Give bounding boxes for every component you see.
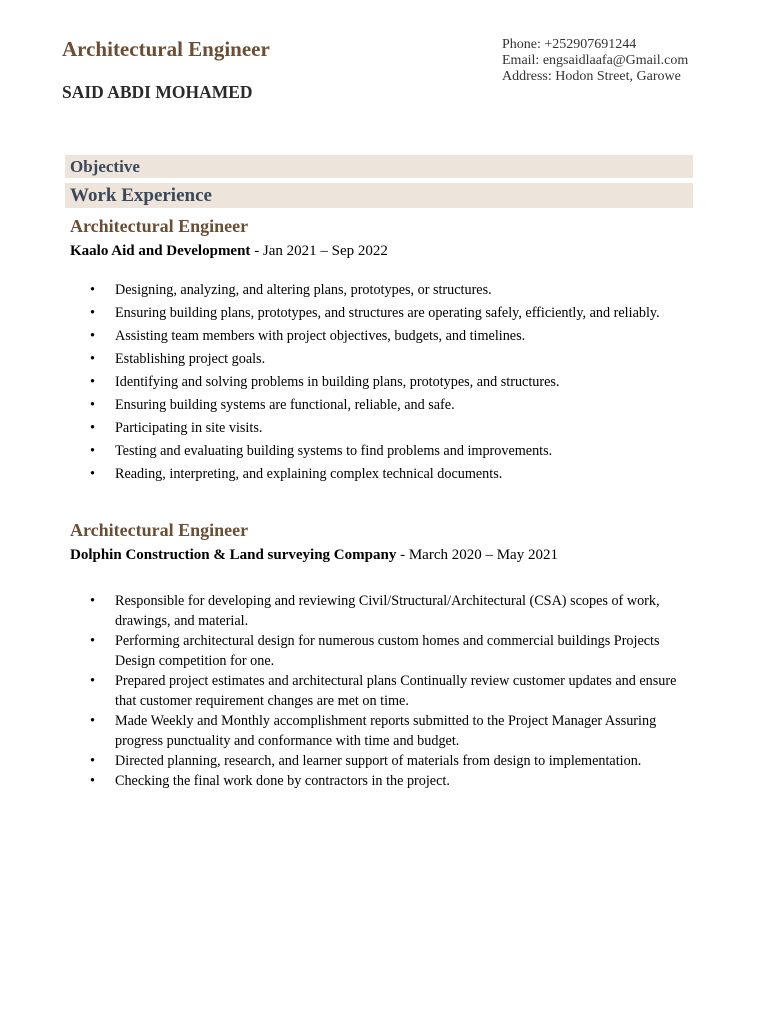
bullet-icon: • xyxy=(90,328,95,344)
section-heading-work-experience: Work Experience xyxy=(65,183,693,208)
bullet-icon: • xyxy=(90,397,95,413)
bullet-icon: • xyxy=(90,593,95,609)
duty-text: Reading, interpreting, and explaining complex technical documents. xyxy=(115,466,503,482)
bullet-icon: • xyxy=(90,673,95,689)
bullet-icon: • xyxy=(90,753,95,769)
duty-text: Participating in site visits. xyxy=(115,420,263,436)
candidate-name: SAID ABDI MOHAMED xyxy=(62,82,253,102)
bullet-icon: • xyxy=(90,351,95,367)
company-name: Kaalo Aid and Development xyxy=(70,243,251,259)
duty-text: Assisting team members with project objectives, budgets, and timelines. xyxy=(115,328,526,344)
list-item xyxy=(70,591,690,631)
resume-title: Architectural Engineer xyxy=(62,37,270,61)
job-company-line xyxy=(70,243,388,260)
job-title: Architectural Engineer xyxy=(70,520,249,540)
duty-text: Ensuring building systems are functional, reliable, and safe. xyxy=(115,397,455,413)
list-item xyxy=(70,771,690,791)
list-item xyxy=(70,372,690,395)
section-heading-objective: Objective xyxy=(65,155,693,178)
list-item xyxy=(70,711,690,751)
list-item xyxy=(70,280,690,303)
duty-text: Performing architectural design for numerous custom homes and commercial buildings Projects Design competition for one. xyxy=(115,633,660,669)
duty-text: Directed planning, research, and learner support of materials from design to implementation. xyxy=(115,753,642,769)
bullet-icon: • xyxy=(90,305,95,321)
list-item xyxy=(70,751,690,771)
bullet-icon: • xyxy=(90,466,95,482)
contact-phone: Phone: +252907691244 xyxy=(502,37,637,52)
list-item xyxy=(70,631,690,671)
bullet-icon: • xyxy=(90,713,95,729)
list-item xyxy=(70,326,690,349)
bullet-icon: • xyxy=(90,282,95,298)
duty-text: Prepared project estimates and architectural plans Continually review customer updates and ensure that customer requirement changes are met on time. xyxy=(115,673,677,709)
contact-address: Address: Hodon Street, Garowe xyxy=(502,69,681,84)
contact-block xyxy=(502,37,688,85)
bullet-icon: • xyxy=(90,633,95,649)
duties-list xyxy=(70,591,690,791)
duties-list xyxy=(70,280,690,487)
list-item xyxy=(70,395,690,418)
bullet-icon: • xyxy=(90,420,95,436)
list-item xyxy=(70,349,690,372)
list-item xyxy=(70,303,690,326)
duty-text: Designing, analyzing, and altering plans, prototypes, or structures. xyxy=(115,282,492,298)
duty-text: Made Weekly and Monthly accomplishment reports submitted to the Project Manager Assuring progress punctuality and conformance with time and budget. xyxy=(115,713,657,749)
duty-text: Establishing project goals. xyxy=(115,351,266,367)
company-name: Dolphin Construction & Land surveying Company xyxy=(70,547,397,563)
bullet-icon: • xyxy=(90,443,95,459)
job-company-line xyxy=(70,547,558,564)
duty-text: Checking the final work done by contractors in the project. xyxy=(115,773,450,789)
list-item xyxy=(70,464,690,487)
bullet-icon: • xyxy=(90,374,95,390)
duty-text: Identifying and solving problems in building plans, prototypes, and structures. xyxy=(115,374,560,390)
duty-text: Responsible for developing and reviewing Civil/Structural/Architectural (CSA) scopes of work, drawings, and material. xyxy=(115,593,660,629)
duty-text: Testing and evaluating building systems to find problems and improvements. xyxy=(115,443,553,459)
job-dates: - Jan 2021 – Sep 2022 xyxy=(250,243,388,259)
list-item xyxy=(70,671,690,711)
list-item xyxy=(70,441,690,464)
bullet-icon: • xyxy=(90,773,95,789)
job-dates: - March 2020 – May 2021 xyxy=(396,547,558,563)
duty-text: Ensuring building plans, prototypes, and structures are operating safely, efficiently, and reliably. xyxy=(115,305,660,321)
job-title: Architectural Engineer xyxy=(70,216,249,236)
contact-email: Email: engsaidlaafa@Gmail.com xyxy=(502,53,689,68)
list-item xyxy=(70,418,690,441)
